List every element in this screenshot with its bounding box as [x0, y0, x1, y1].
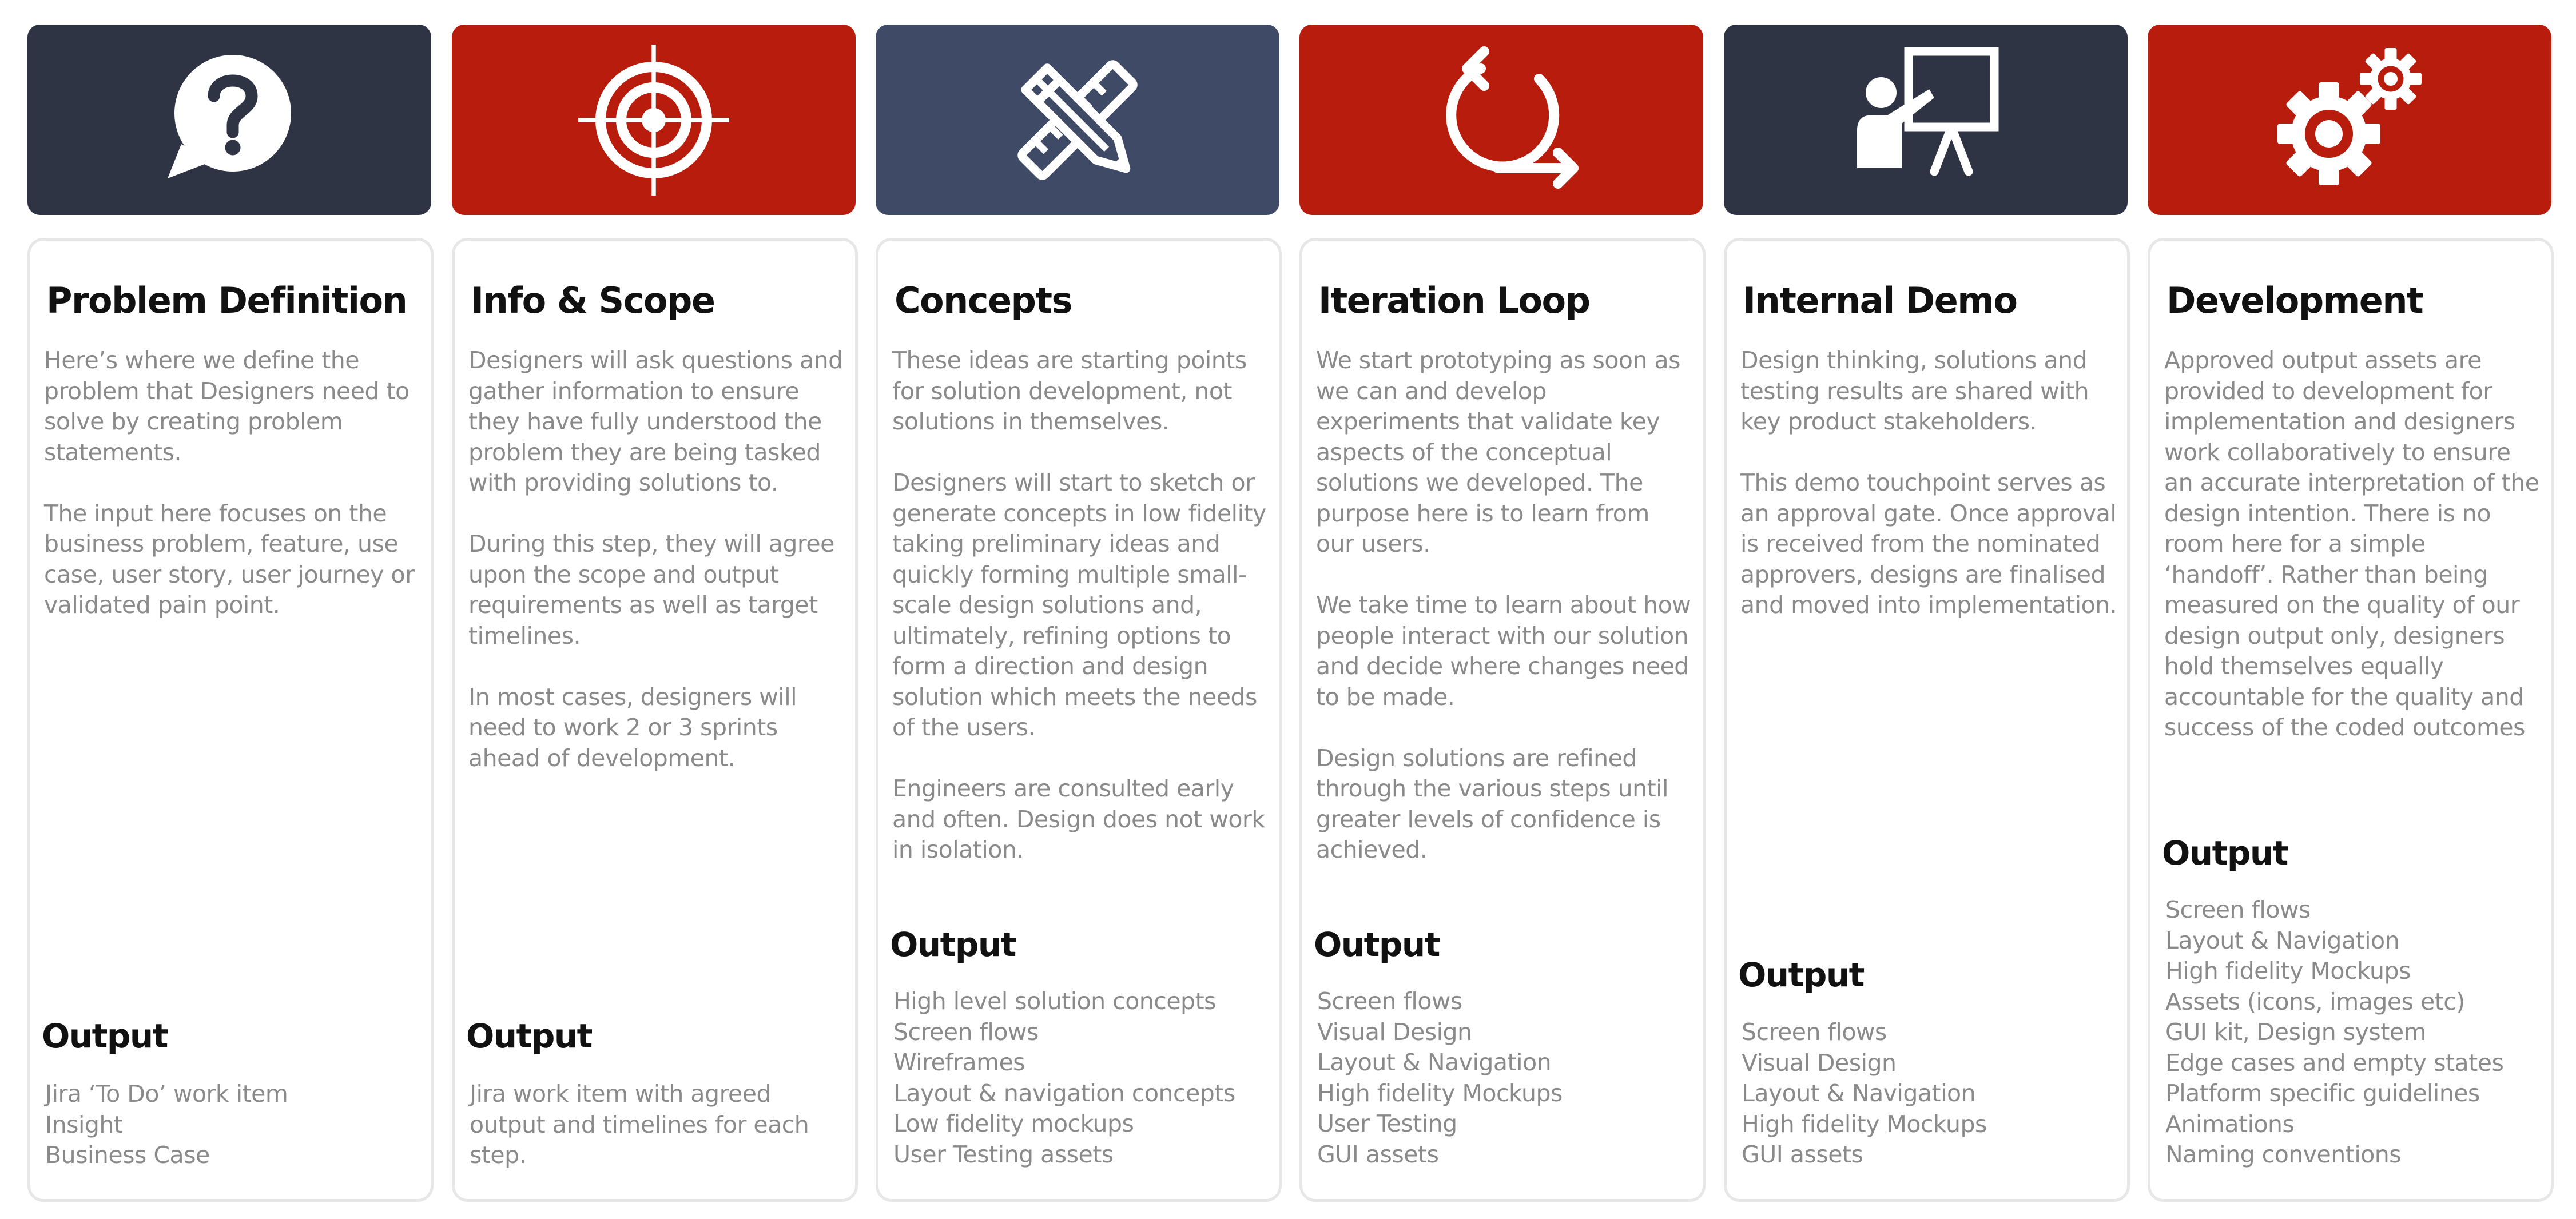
target-icon — [568, 34, 740, 206]
output-item: User Testing — [1317, 1110, 1457, 1137]
stage-title: Internal Demo — [1743, 280, 2017, 321]
stage-title: Concepts — [895, 280, 1072, 321]
stage-card — [1299, 238, 1706, 1202]
description-paragraph: These ideas are starting points for solution development, not solutions in themselves. — [892, 346, 1247, 435]
output-item: User Testing assets — [893, 1140, 1114, 1168]
output-item: Jira work item with agreed output and timelines for each step. — [470, 1080, 809, 1169]
stage-description — [892, 345, 1270, 866]
output-item: Insight — [45, 1110, 123, 1138]
output-item: Naming conventions — [2165, 1141, 2402, 1168]
description-paragraph: Designers will start to sketch or generate concepts in low fidelity taking preliminary ideas and quickly forming multiple small-scale design solutions and, ultimately, refining options to form a direction and design solution which meets the needs of the users. — [892, 469, 1266, 741]
output-heading: Output — [1738, 955, 1864, 994]
description-paragraph: Here’s where we define the problem that Designers need to solve by creating problem statements. — [44, 346, 410, 466]
output-item: Layout & Navigation — [1317, 1049, 1552, 1076]
stage-card — [876, 238, 1282, 1202]
stage-title: Iteration Loop — [1318, 280, 1590, 321]
stage-banner — [2148, 25, 2551, 215]
output-list — [2165, 895, 2549, 1170]
description-paragraph: Designers will ask questions and gather information to ensure they have fully understood the problem they are being tasked with providing solutions to. — [468, 346, 843, 496]
output-item: Animations — [2165, 1110, 2295, 1138]
output-item: Screen flows — [1317, 987, 1462, 1015]
output-item: GUI assets — [1742, 1141, 1863, 1168]
output-list — [1317, 986, 1700, 1170]
stage-iteration-loop — [1299, 0, 1703, 1219]
stage-description — [44, 345, 422, 621]
output-item: High level solution concepts — [893, 987, 1217, 1015]
description-paragraph: During this step, they will agree upon the scope and output requirements as well as target timelines. — [468, 530, 834, 650]
output-list — [1742, 1017, 2125, 1170]
stage-banner — [876, 25, 1279, 215]
output-heading: Output — [42, 1017, 168, 1055]
stage-internal-demo — [1724, 0, 2128, 1219]
output-item: GUI kit, Design system — [2165, 1018, 2426, 1046]
output-item: Layout & navigation concepts — [893, 1079, 1235, 1107]
stage-description — [468, 345, 846, 774]
output-item: High fidelity Mockups — [2165, 957, 2411, 985]
output-heading: Output — [1314, 925, 1440, 964]
pencil-ruler-icon — [992, 34, 1163, 206]
output-item: Assets (icons, images etc) — [2165, 987, 2465, 1015]
description-paragraph: Engineers are consulted early and often. Design does not work in isolation. — [892, 775, 1265, 863]
stage-banner — [1299, 25, 1703, 215]
stage-title: Info & Scope — [471, 280, 715, 321]
output-list — [45, 1079, 428, 1171]
stage-card — [2148, 238, 2554, 1202]
output-list — [470, 1079, 853, 1171]
output-item: Screen flows — [2165, 896, 2311, 923]
output-item: Layout & Navigation — [1742, 1079, 1976, 1107]
stage-description — [2164, 345, 2542, 743]
output-item: High fidelity Mockups — [1317, 1079, 1563, 1107]
output-item: Low fidelity mockups — [893, 1110, 1134, 1137]
description-paragraph: We take time to learn about how people interact with our solution and decide where changes need to be made. — [1316, 591, 1691, 711]
output-item: Layout & Navigation — [2165, 926, 2400, 954]
output-item: Screen flows — [893, 1018, 1039, 1046]
output-item: Platform specific guidelines — [2165, 1079, 2480, 1107]
output-item: Visual Design — [1742, 1049, 1897, 1077]
output-heading: Output — [466, 1017, 592, 1055]
output-item: Jira ‘To Do’ work item — [45, 1080, 288, 1108]
stage-banner — [452, 25, 856, 215]
stage-card — [1724, 238, 2130, 1202]
stage-title: Problem Definition — [46, 280, 407, 321]
stage-problem-definition — [27, 0, 431, 1219]
stage-card — [452, 238, 858, 1202]
output-item: High fidelity Mockups — [1742, 1110, 1987, 1138]
question-bubble-icon — [144, 34, 315, 206]
output-item: Business Case — [45, 1141, 210, 1169]
output-item: Wireframes — [893, 1049, 1025, 1076]
stage-description — [1316, 345, 1694, 866]
description-paragraph: The input here focuses on the business problem, feature, use case, user story, user journey or validated pain point. — [44, 499, 415, 619]
output-heading: Output — [890, 925, 1016, 964]
stage-info-scope — [452, 0, 856, 1219]
description-paragraph: This demo touchpoint serves as an approval gate. Once approval is received from the nominated approvers, designs are finalised and moved into implementation. — [1740, 469, 2117, 619]
description-paragraph: In most cases, designers will need to work 2 or 3 sprints ahead of development. — [468, 683, 797, 772]
stage-card — [27, 238, 434, 1202]
gears-icon — [2264, 34, 2435, 206]
description-paragraph: Design thinking, solutions and testing results are shared with key product stakeholders. — [1740, 346, 2089, 435]
output-item: GUI assets — [1317, 1140, 1439, 1168]
description-paragraph: Approved output assets are provided to development for implementation and designers work collaboratively to ensure an accurate interpretation of the design intention. There is no room here for a simple ‘handoff’. Rather than being measured on the quality of our design output only, designers hold themselves equally accountable for the quality and success of the coded outcomes — [2164, 346, 2539, 741]
description-paragraph: We start prototyping as soon as we can and develop experiments that validate key aspects of the conceptual solutions we developed. The purpose here is to learn from our users. — [1316, 346, 1680, 557]
stage-banner — [27, 25, 431, 215]
stage-banner — [1724, 25, 2128, 215]
stage-development — [2148, 0, 2551, 1219]
stage-description — [1740, 345, 2118, 621]
output-item: Edge cases and empty states — [2165, 1049, 2504, 1077]
output-heading: Output — [2162, 834, 2288, 873]
output-list — [893, 986, 1277, 1170]
description-paragraph: Design solutions are refined through the various steps until greater levels of confidence is achieved. — [1316, 744, 1668, 863]
output-item: Visual Design — [1317, 1018, 1472, 1046]
presenter-board-icon — [1840, 34, 2011, 206]
output-item: Screen flows — [1742, 1018, 1887, 1046]
stage-title: Development — [2166, 280, 2423, 321]
stage-concepts — [876, 0, 1279, 1219]
iteration-loop-icon — [1416, 34, 1587, 206]
